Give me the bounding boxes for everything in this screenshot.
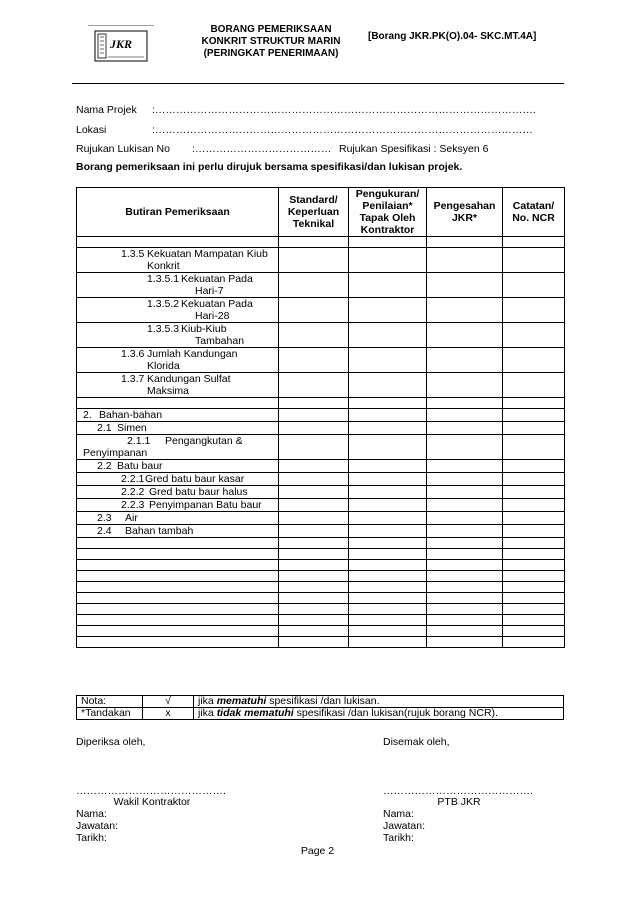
nama-projek-field[interactable]: :………………………………………………………………………………………………. [152,104,536,116]
item-label: Kekuatan Pada [181,273,253,285]
table-row [77,582,565,593]
jkr-signature-line[interactable]: ……………………………………. [383,785,533,797]
cell-pengukuran[interactable] [349,298,427,323]
table-row [77,298,565,323]
cell-pengesahan[interactable] [427,571,503,582]
cell-pengukuran[interactable] [349,422,427,435]
cell-standard[interactable] [279,373,349,398]
item-label: Gred batu baur halus [149,486,248,498]
jkr-logo [88,25,154,69]
cell-pengukuran[interactable] [349,604,427,615]
item-number: 2.1 [97,422,112,434]
cell-standard[interactable] [279,637,349,648]
cell-catatan[interactable] [503,422,565,435]
cell-pengukuran[interactable] [349,323,427,348]
legend-table [76,695,564,720]
reviewed-by-heading: Disemak oleh, [383,736,450,748]
cell-pengesahan[interactable] [427,560,503,571]
table-row [77,460,565,473]
cell-butiran [77,637,279,648]
cell-pengesahan[interactable] [427,538,503,549]
table-row [77,486,565,499]
cell-pengukuran[interactable] [349,637,427,648]
table-row [77,525,565,538]
cell-catatan[interactable] [503,273,565,298]
cell-standard[interactable] [279,499,349,512]
reference-note: Borang pemeriksaan ini perlu dirujuk bersama spesifikasi/dan lukisan projek. [76,161,463,173]
table-row [77,512,565,525]
cell-butiran [77,435,279,460]
cell-pengesahan[interactable] [427,422,503,435]
cell-pengesahan[interactable] [427,237,503,248]
item-label: Jumlah Kandungan [147,348,238,360]
item-number: 1.3.5.1 [147,273,180,285]
table-row [77,273,565,298]
table-row [77,323,565,348]
cell-butiran [77,499,279,512]
jkr-tarikh: Tarikh: [383,832,414,844]
cell-pengukuran[interactable] [349,615,427,626]
cell-pengesahan[interactable] [427,525,503,538]
cell-catatan[interactable] [503,525,565,538]
cell-catatan[interactable] [503,435,565,460]
cell-pengukuran[interactable] [349,538,427,549]
contractor-nama: Nama: [76,808,107,820]
cell-pengesahan[interactable] [427,398,503,409]
contractor-signature-line[interactable]: ……………………………………. [76,785,226,797]
cell-catatan[interactable] [503,398,565,409]
tick-symbol: √ [143,696,194,708]
nota-text-comply: jika mematuhi spesifikasi /dan lukisan. [194,696,564,708]
cell-standard[interactable] [279,409,349,422]
table-row [77,538,565,549]
cell-pengesahan[interactable] [427,626,503,637]
cell-pengesahan[interactable] [427,593,503,604]
item-number: 2. [83,409,92,421]
title-line-2: KONKRIT STRUKTUR MARIN [201,36,341,47]
contractor-tarikh: Tarikh: [76,832,107,844]
item-number: 2.2.1 [121,473,145,485]
cell-butiran [77,538,279,549]
table-row [77,473,565,486]
item-number: 1.3.5.2 [147,298,180,310]
cell-standard[interactable] [279,248,349,273]
cell-catatan[interactable] [503,298,565,323]
col-header-catatan: Catatan/ No. NCR [503,188,565,237]
cell-butiran [77,560,279,571]
contractor-role: Wakil Kontraktor [113,796,191,808]
cell-standard[interactable] [279,604,349,615]
cell-pengesahan[interactable] [427,298,503,323]
nota-label: Nota: [77,696,143,708]
cell-catatan[interactable] [503,560,565,571]
cell-standard[interactable] [279,435,349,460]
cell-pengesahan[interactable] [427,348,503,373]
cell-pengukuran[interactable] [349,582,427,593]
cell-pengukuran[interactable] [349,525,427,538]
cell-standard[interactable] [279,422,349,435]
col-header-pengesahan: Pengesahan JKR* [427,188,503,237]
cell-pengesahan[interactable] [427,637,503,648]
cell-standard[interactable] [279,560,349,571]
item-label: Kandungan Sulfat [147,373,231,385]
table-row [77,549,565,560]
table-row [77,409,565,422]
cell-catatan[interactable] [503,237,565,248]
item-label-continued: Hari-7 [195,285,224,297]
cell-pengukuran[interactable] [349,593,427,604]
cell-pengesahan[interactable] [427,615,503,626]
item-label-continued: Klorida [147,360,180,372]
jkr-role: PTB JKR [437,796,481,808]
title-line-3: (PERINGKAT PENERIMAAN) [203,48,339,59]
cell-butiran [77,571,279,582]
cell-pengukuran[interactable] [349,237,427,248]
cell-pengesahan[interactable] [427,460,503,473]
item-label: Pengangkutan & [165,435,243,447]
cell-standard[interactable] [279,571,349,582]
cross-symbol: x [143,708,194,720]
item-number: 2.2 [97,460,112,472]
cell-standard[interactable] [279,525,349,538]
cell-standard[interactable] [279,237,349,248]
nama-projek-label: Nama Projek [76,104,137,116]
cell-pengukuran[interactable] [349,398,427,409]
table-row [77,398,565,409]
cell-standard[interactable] [279,538,349,549]
item-label-continued: Konkrit [147,260,180,272]
item-label-continued: Penyimpanan [83,447,148,459]
item-label-continued: Maksima [147,385,190,397]
checked-by-heading: Diperiksa oleh, [76,736,146,748]
cell-pengukuran[interactable] [349,473,427,486]
cell-catatan[interactable] [503,582,565,593]
form-title [196,24,346,60]
cell-pengukuran[interactable] [349,571,427,582]
cell-pengukuran[interactable] [349,549,427,560]
cell-pengukuran[interactable] [349,409,427,422]
col-header-pengukuran: Pengukuran/ Penilaian* Tapak Oleh Kontraktor [349,188,427,237]
cell-pengesahan[interactable] [427,582,503,593]
cell-standard[interactable] [279,582,349,593]
page-number: Page 2 [300,845,335,857]
item-number: 1.3.6 [121,348,145,360]
cell-standard[interactable] [279,593,349,604]
cell-butiran [77,604,279,615]
table-row [77,593,565,604]
cell-catatan[interactable] [503,593,565,604]
cell-butiran [77,512,279,525]
cell-catatan[interactable] [503,460,565,473]
lokasi-label: Lokasi [76,124,107,136]
item-label-continued: Tambahan [195,335,245,347]
table-row [77,637,565,648]
item-label: Kiub-Kiub [181,323,227,335]
item-number: 2.2.2 [121,486,145,498]
cell-catatan[interactable] [503,348,565,373]
table-row [77,615,565,626]
item-label: Kekuatan Pada [181,298,253,310]
nota-text-noncomply: jika tidak mematuhi spesifikasi /dan lukisan(rujuk borang NCR). [194,708,564,720]
cell-catatan[interactable] [503,248,565,273]
item-label: Bahan tambah [125,525,194,537]
item-label: Batu baur [117,460,163,472]
cell-butiran [77,582,279,593]
cell-catatan[interactable] [503,409,565,422]
cell-standard[interactable] [279,398,349,409]
cell-catatan[interactable] [503,626,565,637]
cell-standard[interactable] [279,512,349,525]
lokasi-field[interactable]: :……………………………………………………………………………………………… [152,124,533,136]
item-label-continued: Hari-28 [195,310,230,322]
cell-standard[interactable] [279,298,349,323]
item-number: 2.4 [97,525,112,537]
table-row [77,435,565,460]
rujukan-lukisan-label: Rujukan Lukisan No [76,143,170,155]
cell-pengukuran[interactable] [349,373,427,398]
cell-pengukuran[interactable] [349,273,427,298]
item-number: 1.3.7 [121,373,145,385]
jkr-jawatan: Jawatan: [383,820,426,832]
cell-standard[interactable] [279,615,349,626]
header-rule [72,83,564,84]
cell-catatan[interactable] [503,323,565,348]
cell-pengukuran[interactable] [349,626,427,637]
cell-butiran [77,460,279,473]
cell-pengesahan[interactable] [427,323,503,348]
item-label: Bahan-bahan [99,409,163,421]
cell-standard[interactable] [279,473,349,486]
rujukan-lukisan-field[interactable]: :………………………………… [192,143,332,155]
item-label: Penyimpanan Batu baur [149,499,262,511]
cell-standard[interactable] [279,323,349,348]
item-label: Gred batu baur kasar [145,473,245,485]
table-row [77,499,565,512]
item-label: Simen [117,422,147,434]
cell-catatan[interactable] [503,571,565,582]
cell-pengukuran[interactable] [349,512,427,525]
cell-pengesahan[interactable] [427,604,503,615]
cell-standard[interactable] [279,460,349,473]
cell-pengukuran[interactable] [349,460,427,473]
item-number: 2.3 [97,512,112,524]
jkr-nama: Nama: [383,808,414,820]
cell-pengukuran[interactable] [349,348,427,373]
cell-pengesahan[interactable] [427,373,503,398]
cell-pengesahan[interactable] [427,435,503,460]
table-row [77,626,565,637]
cell-butiran [77,348,279,373]
cell-catatan[interactable] [503,486,565,499]
inspection-table [76,187,565,648]
cell-catatan[interactable] [503,538,565,549]
cell-pengesahan[interactable] [427,248,503,273]
tandakan-label: *Tandakan [77,708,143,720]
cell-catatan[interactable] [503,615,565,626]
table-row [77,560,565,571]
cell-butiran [77,237,279,248]
cell-catatan[interactable] [503,499,565,512]
cell-pengesahan[interactable] [427,499,503,512]
item-label: Air [125,512,138,524]
col-header-butiran: Butiran Pemeriksaan [77,188,279,237]
form-reference: [Borang JKR.PK(O).04- SKC.MT.4A] [368,31,537,42]
cell-pengesahan[interactable] [427,473,503,486]
cell-pengukuran[interactable] [349,560,427,571]
contractor-jawatan: Jawatan: [76,820,119,832]
cell-pengesahan[interactable] [427,273,503,298]
cell-catatan[interactable] [503,473,565,486]
cell-pengukuran[interactable] [349,248,427,273]
cell-pengesahan[interactable] [427,549,503,560]
cell-butiran [77,409,279,422]
table-row [77,237,565,248]
cell-catatan[interactable] [503,373,565,398]
item-number: 2.2.3 [121,499,145,511]
cell-butiran [77,298,279,323]
cell-standard[interactable] [279,626,349,637]
cell-standard[interactable] [279,486,349,499]
cell-butiran [77,626,279,637]
cell-butiran [77,323,279,348]
cell-butiran [77,248,279,273]
item-number: 1.3.5.3 [147,323,180,335]
table-row [77,571,565,582]
cell-butiran [77,398,279,409]
cell-butiran [77,373,279,398]
cell-butiran [77,525,279,538]
cell-pengukuran[interactable] [349,435,427,460]
title-line-1: BORANG PEMERIKSAAN [210,24,332,35]
cell-catatan[interactable] [503,604,565,615]
cell-pengesahan[interactable] [427,512,503,525]
cell-standard[interactable] [279,273,349,298]
cell-butiran [77,593,279,604]
cell-pengukuran[interactable] [349,499,427,512]
table-row [77,604,565,615]
cell-catatan[interactable] [503,512,565,525]
cell-pengukuran[interactable] [349,486,427,499]
cell-butiran [77,473,279,486]
cell-standard[interactable] [279,549,349,560]
col-header-standard: Standard/ Keperluan Teknikal [279,188,349,237]
cell-butiran [77,273,279,298]
cell-butiran [77,615,279,626]
cell-pengesahan[interactable] [427,486,503,499]
item-number: 1.3.5 [121,248,145,260]
table-row [77,248,565,273]
cell-butiran [77,422,279,435]
rujukan-spesifikasi: Rujukan Spesifikasi : Seksyen 6 [339,143,489,155]
table-row [77,422,565,435]
cell-catatan[interactable] [503,549,565,560]
cell-butiran [77,486,279,499]
cell-catatan[interactable] [503,637,565,648]
item-label: Kekuatan Mampatan Kiub [147,248,268,260]
cell-standard[interactable] [279,348,349,373]
table-row [77,373,565,398]
cell-pengesahan[interactable] [427,409,503,422]
logo-lettering: JKR [110,37,133,51]
cell-butiran [77,549,279,560]
table-row [77,348,565,373]
item-number: 2.1.1 [127,435,151,447]
